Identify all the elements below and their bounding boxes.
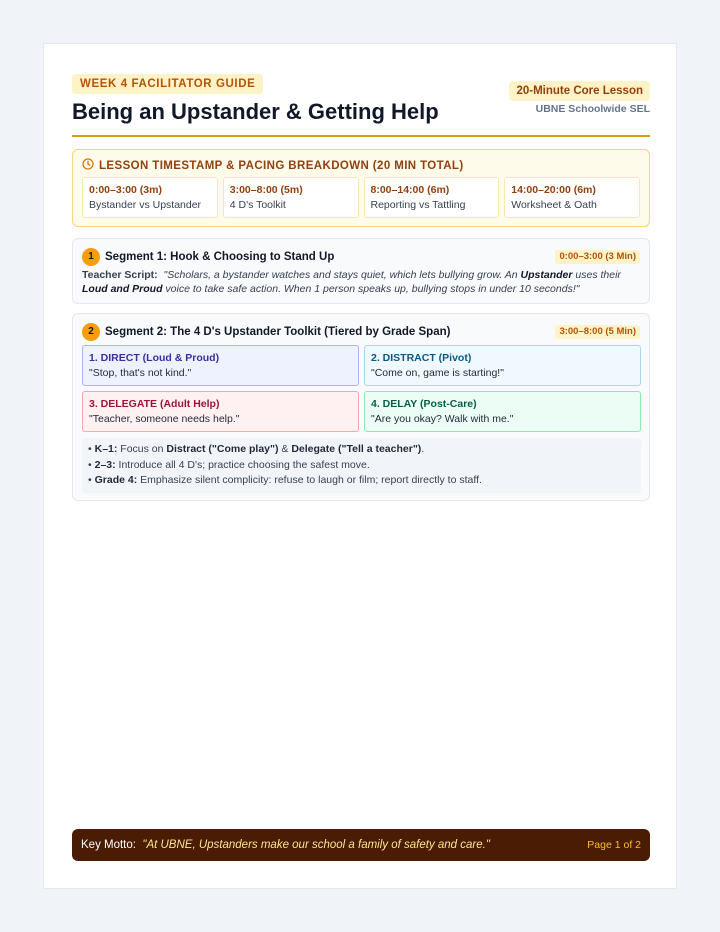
strategy-example: "Come on, game is starting!" [371, 367, 504, 379]
script-text: voice to take safe action. When 1 person speaks up, bullying stops in under 10 seconds!" [162, 282, 580, 295]
bullet: • [88, 443, 92, 455]
script-highlight: Loud and Proud [82, 282, 163, 295]
strategy-example: "Teacher, someone needs help." [89, 413, 240, 425]
pacing-block [223, 177, 359, 218]
script-highlight: Upstander [520, 269, 573, 281]
strategy-name: 1. DIRECT (Loud & Proud) [89, 352, 220, 364]
tier-text: . [421, 443, 425, 455]
tier-text: Emphasize silent complicity: refuse to laugh or film; report directly to staff. [137, 474, 482, 486]
pacing-block [504, 177, 640, 218]
teacher-script [82, 269, 642, 296]
segment-number-badge: 1 [82, 248, 100, 266]
teacher-script-text [82, 269, 621, 295]
pacing-header [82, 158, 464, 174]
pacing-block-label: Reporting vs Tattling [370, 199, 466, 211]
tier-grade: 2–3: [94, 458, 116, 471]
direct-card [82, 345, 359, 386]
pacing-block-time: 14:00–20:00 (6m) [511, 184, 596, 196]
delay-card [364, 391, 641, 432]
grade-tier-list [82, 438, 641, 493]
org-label: UBNE Schoolwide SEL [535, 103, 650, 115]
lesson-length-badge: 20-Minute Core Lesson [509, 81, 650, 101]
delegate-card [82, 391, 359, 432]
header-divider [72, 135, 650, 137]
strategy-name: 3. DELEGATE (Adult Help) [89, 398, 220, 410]
pacing-block-label: Bystander vs Upstander [89, 199, 202, 211]
segment-title: Segment 1: Hook & Choosing to Stand Up [105, 251, 335, 263]
pacing-panel [72, 149, 650, 227]
guide-page [43, 43, 677, 889]
motto-label: Key Motto: [81, 839, 136, 851]
page-header [72, 74, 650, 138]
teacher-script-label: Teacher Script: [82, 269, 158, 281]
pacing-block [82, 177, 218, 218]
tier-text: Focus on [117, 443, 167, 455]
strategy-example: "Are you okay? Walk with me." [371, 413, 514, 425]
pacing-block [364, 177, 500, 218]
strategy-name: 4. DELAY (Post-Care) [371, 398, 477, 410]
page-title: Being an Upstander & Getting Help [72, 99, 439, 124]
tier-item [88, 442, 635, 458]
tier-item [88, 473, 635, 489]
four-ds-grid [82, 345, 641, 432]
segment-number-badge: 2 [82, 323, 100, 341]
segment-time-badge: 3:00–8:00 (5 Min) [555, 325, 640, 339]
tier-text: & [278, 443, 292, 455]
week-kicker: WEEK 4 FACILITATOR GUIDE [72, 74, 263, 94]
segment-title: Segment 2: The 4 D's Upstander Toolkit (Tiered by Grade Span) [105, 326, 451, 338]
tier-emphasis: Delegate ("Tell a teacher") [291, 443, 422, 455]
segment-1-card [72, 238, 650, 304]
key-motto [81, 838, 490, 852]
motto-footer [72, 829, 650, 861]
tier-grade: K–1: [94, 443, 118, 455]
tier-emphasis: Distract ("Come play") [166, 443, 279, 455]
clock-icon [82, 157, 94, 175]
bullet: • [88, 474, 92, 486]
distract-card [364, 345, 641, 386]
pacing-blocks [82, 177, 640, 218]
script-text: "Scholars, a bystander watches and stays quiet, which lets bullying grow. An [163, 269, 521, 281]
pacing-block-time: 8:00–14:00 (6m) [370, 184, 450, 196]
segment-time-badge: 0:00–3:00 (3 Min) [555, 250, 640, 264]
motto-quote: "At UBNE, Upstanders make our school a family of safety and care." [142, 839, 490, 851]
tier-item [88, 458, 635, 474]
script-text: uses their [572, 269, 621, 281]
pacing-block-label: 4 D's Toolkit [229, 199, 286, 211]
pacing-block-label: Worksheet & Oath [511, 199, 597, 211]
segment-2-card [72, 313, 650, 501]
bullet: • [88, 458, 92, 471]
tier-text: Introduce all 4 D's; practice choosing the safest move. [115, 458, 370, 471]
pacing-title: LESSON TIMESTAMP & PACING BREAKDOWN (20 MIN TOTAL) [99, 160, 464, 172]
page-number: Page 1 of 2 [587, 839, 641, 851]
pacing-block-time: 0:00–3:00 (3m) [89, 184, 162, 196]
strategy-name: 2. DISTRACT (Pivot) [371, 352, 472, 364]
strategy-example: "Stop, that's not kind." [89, 367, 192, 379]
tier-grade: Grade 4: [94, 474, 138, 486]
pacing-block-time: 3:00–8:00 (5m) [229, 184, 303, 196]
